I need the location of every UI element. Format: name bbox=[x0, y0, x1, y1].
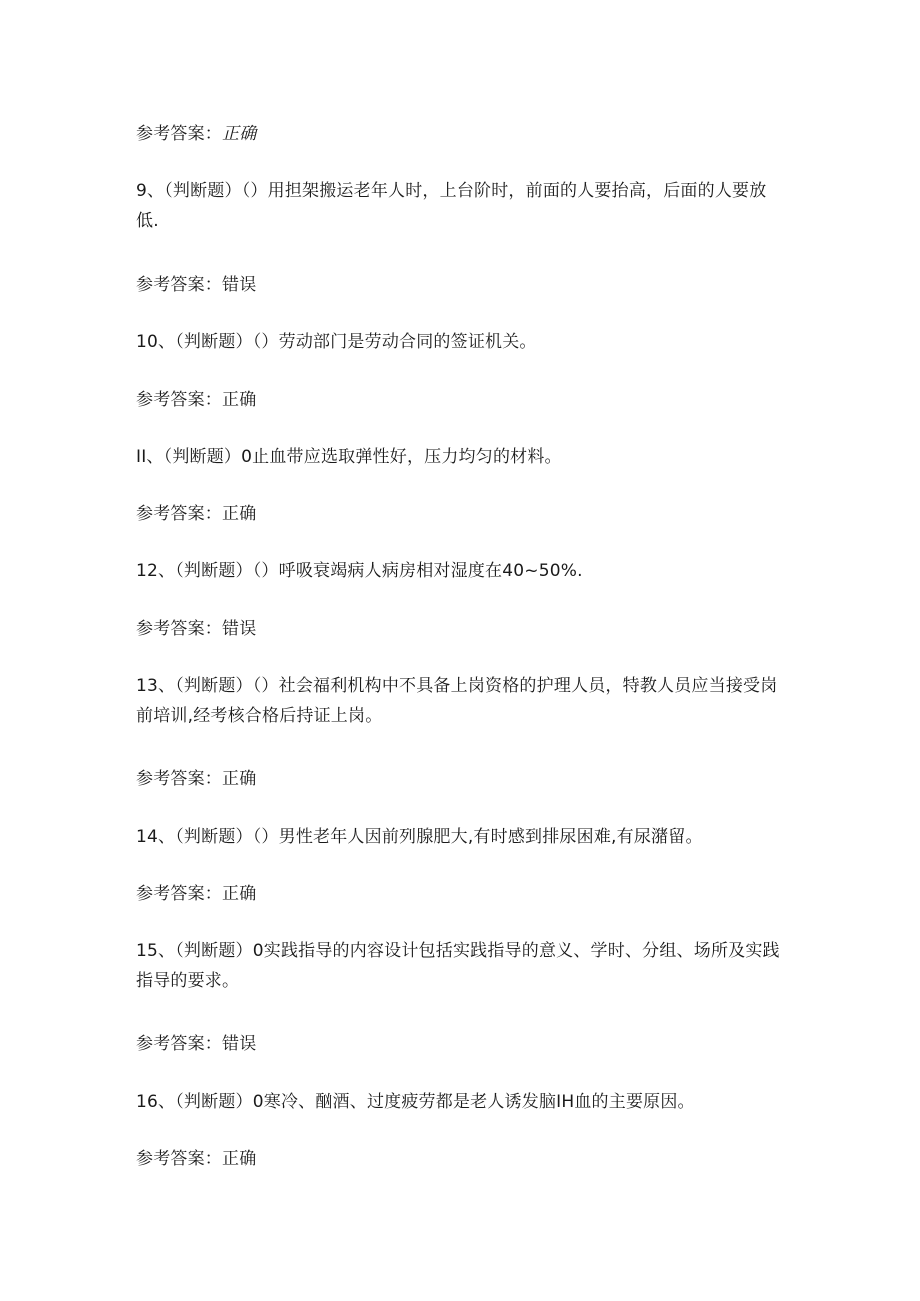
answer-value: 正确 bbox=[222, 504, 257, 524]
answer-label: 参考答案： bbox=[136, 124, 222, 144]
answer-label: 参考答案： bbox=[136, 884, 222, 904]
answer-line bbox=[136, 499, 786, 529]
answer-line bbox=[136, 385, 786, 415]
question-9: 9、（判断题）（）用担架搬运老年人时，上台阶时，前面的人要抬高，后面的人要放低. bbox=[136, 181, 767, 231]
answer-value: 错误 bbox=[222, 1034, 257, 1054]
answer-value: 错误 bbox=[222, 275, 257, 295]
answer-value: 正确 bbox=[222, 390, 257, 410]
answer-label: 参考答案： bbox=[136, 619, 222, 639]
answer-line bbox=[136, 879, 786, 909]
answer-line bbox=[136, 614, 786, 644]
question-14: 14、（判断题）（）男性老年人因前列腺肥大,有时感到排尿困难,有尿潴留。 bbox=[136, 827, 703, 847]
answer-value: 正确 bbox=[222, 769, 257, 789]
answer-label: 参考答案： bbox=[136, 1034, 222, 1054]
answer-label: 参考答案： bbox=[136, 275, 222, 295]
answer-label: 参考答案： bbox=[136, 1149, 222, 1169]
answer-value: 正确 bbox=[222, 124, 257, 144]
question-15: 15、（判断题）0实践指导的内容设计包括实践指导的意义、学时、分组、场所及实践指导的要求。 bbox=[136, 941, 780, 991]
question-12: 12、（判断题）（）呼吸衰竭病人病房相对湿度在40~50%. bbox=[136, 561, 583, 581]
question-16: 16、（判断题）0寒冷、酗酒、过度疲劳都是老人诱发脑IH血的主要原因。 bbox=[136, 1092, 695, 1112]
question-13: 13、（判断题）（）社会福利机构中不具备上岗资格的护理人员，特教人员应当接受岗前培训,经考核合格后持证上岗。 bbox=[136, 676, 778, 726]
answer-value: 错误 bbox=[222, 619, 257, 639]
answer-line bbox=[136, 1029, 786, 1059]
answer-label: 参考答案： bbox=[136, 769, 222, 789]
question-11: II、（判断题）0止血带应选取弹性好，压力均匀的材料。 bbox=[136, 447, 562, 467]
answer-line bbox=[136, 764, 786, 794]
answer-label: 参考答案： bbox=[136, 504, 222, 524]
answer-value: 正确 bbox=[222, 884, 257, 904]
answer-value: 正确 bbox=[222, 1149, 257, 1169]
answer-label: 参考答案： bbox=[136, 390, 222, 410]
answer-line bbox=[136, 119, 786, 149]
question-10: 10、（判断题）（）劳动部门是劳动合同的签证机关。 bbox=[136, 332, 537, 352]
answer-line bbox=[136, 270, 786, 300]
answer-line bbox=[136, 1144, 786, 1174]
